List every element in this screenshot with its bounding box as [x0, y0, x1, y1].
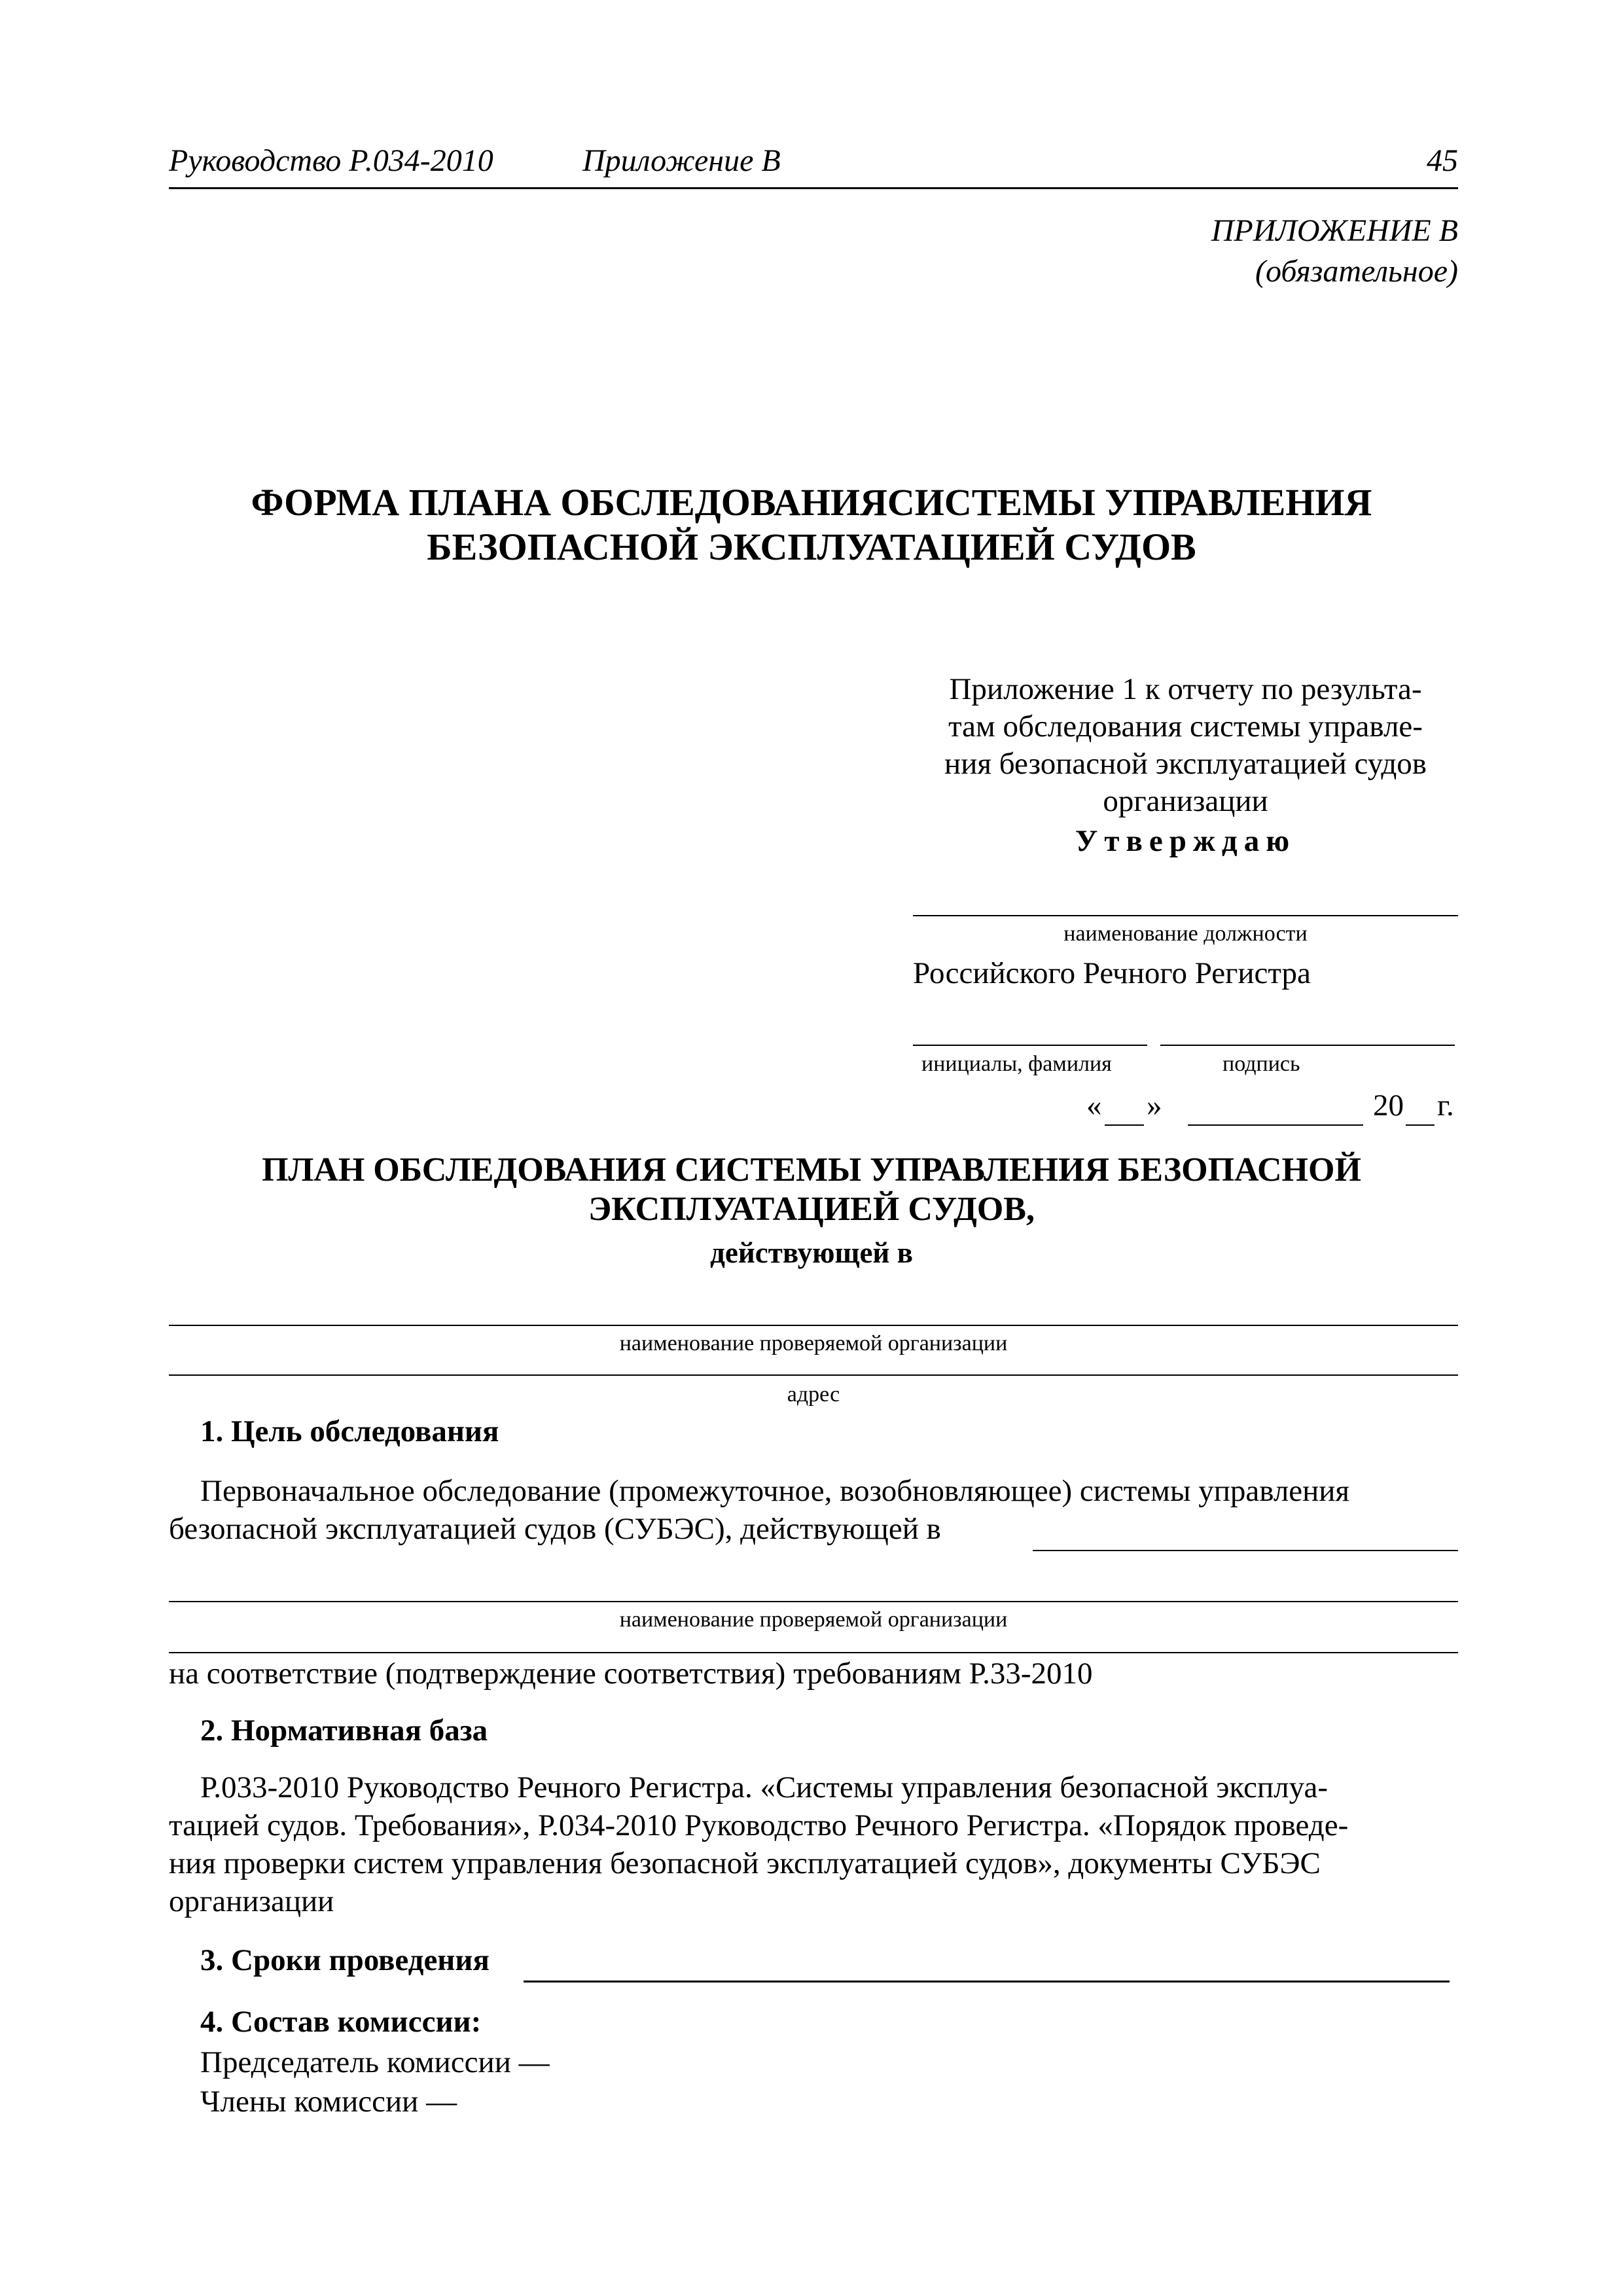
- address-caption: адрес: [787, 1382, 840, 1407]
- position-caption: наименование должности: [1063, 922, 1308, 946]
- plan-subtitle: действующей в: [710, 1236, 913, 1269]
- annex-note-line-1: Приложение 1 к отчету по результа-: [949, 672, 1422, 706]
- section-2-line-2: тацией судов. Требования», Р.034-2010 Руководство Речного Регистра. «Порядок проведе-: [169, 1808, 1349, 1842]
- section-2-line-3: ния проверки систем управления безопасной эксплуатацией судов», документы СУБЭС: [169, 1846, 1321, 1880]
- section-1-org-line-2[interactable]: [169, 1652, 1458, 1653]
- header-doc-ref: Руководство Р.034-2010: [169, 143, 493, 178]
- name-line[interactable]: [913, 1045, 1147, 1046]
- section-1-line-2: безопасной эксплуатацией судов (СУБЭС), действующей в: [169, 1512, 941, 1546]
- date-close-quote: »: [1147, 1088, 1162, 1122]
- section-1-line-1: Первоначальное обследование (промежуточное, возобновляющее) системы управления: [200, 1474, 1350, 1508]
- date-month-line[interactable]: [1188, 1124, 1363, 1126]
- page-title-line-2: БЕЗОПАСНОЙ ЭКСПЛУАТАЦИЕЙ СУДОВ: [427, 525, 1196, 568]
- commission-members: Члены комиссии —: [200, 2085, 457, 2119]
- section-4-heading: 4. Состав комиссии:: [200, 2005, 482, 2039]
- section-3-heading: 3. Сроки проведения: [200, 1943, 490, 1977]
- section-1-org-inline-line[interactable]: [1033, 1550, 1458, 1551]
- section-2-heading: 2. Нормативная база: [200, 1713, 488, 1748]
- page-title-line-1: ФОРМА ПЛАНА ОБСЛЕДОВАНИЯСИСТЕМЫ УПРАВЛЕНИЯ: [251, 481, 1372, 524]
- date-year-suffix: г.: [1437, 1088, 1454, 1122]
- commission-chair: Председатель комиссии —: [200, 2045, 550, 2079]
- page-title: [0, 480, 1623, 569]
- signature-caption: подпись: [1222, 1052, 1300, 1076]
- plan-title-line-1: ПЛАН ОБСЛЕДОВАНИЯ СИСТЕМЫ УПРАВЛЕНИЯ БЕЗОПАСНОЙ: [262, 1151, 1361, 1189]
- section-1-paragraph: [169, 1471, 1458, 1511]
- section-2-line-1: Р.033-2010 Руководство Речного Регистра. «Системы управления безопасной эксплуа-: [200, 1770, 1329, 1804]
- date-year-prefix: 20: [1373, 1088, 1404, 1122]
- section-1-heading: 1. Цель обследования: [200, 1414, 499, 1448]
- annex-note-line-2: там обследования системы управле-: [948, 709, 1423, 744]
- date-day-line[interactable]: [1105, 1124, 1144, 1126]
- header-divider: [169, 187, 1458, 189]
- annex-note-line-3: ния безопасной эксплуатацией судов: [944, 747, 1427, 781]
- appendix-status: (обязательное): [1255, 254, 1458, 289]
- name-caption: инициалы, фамилия: [921, 1052, 1112, 1076]
- organization-name-caption: наименование проверяемой организации: [619, 1331, 1008, 1355]
- organization-name-line[interactable]: [169, 1325, 1458, 1326]
- header-section: Приложение В: [582, 143, 781, 178]
- appendix-label: [1211, 211, 1458, 293]
- annex-note-line-4: организации: [1103, 784, 1268, 818]
- approval-heading: Утверждаю: [1075, 824, 1296, 858]
- signature-line[interactable]: [1160, 1045, 1455, 1046]
- approval-organization: Российского Речного Регистра: [913, 956, 1311, 990]
- section-1-conformity: на соответствие (подтверждение соответствия) требованиям Р.33-2010: [169, 1657, 1093, 1691]
- appendix-name: ПРИЛОЖЕНИЕ В: [1211, 213, 1458, 248]
- section-1-org-caption: наименование проверяемой организации: [619, 1607, 1008, 1632]
- section-1-org-line[interactable]: [169, 1601, 1458, 1602]
- page-number: 45: [1427, 143, 1458, 178]
- annex-note: [913, 671, 1458, 820]
- date-year-line[interactable]: [1406, 1124, 1435, 1126]
- address-line[interactable]: [169, 1374, 1458, 1376]
- section-3-dates-line[interactable]: [524, 1967, 1450, 1982]
- position-line[interactable]: [913, 915, 1458, 916]
- section-2-line-4: организации: [169, 1884, 334, 1918]
- date-open-quote: «: [1086, 1088, 1102, 1122]
- plan-title-line-2: ЭКСПЛУАТАЦИЕЙ СУДОВ,: [588, 1191, 1035, 1228]
- plan-title: [0, 1151, 1623, 1229]
